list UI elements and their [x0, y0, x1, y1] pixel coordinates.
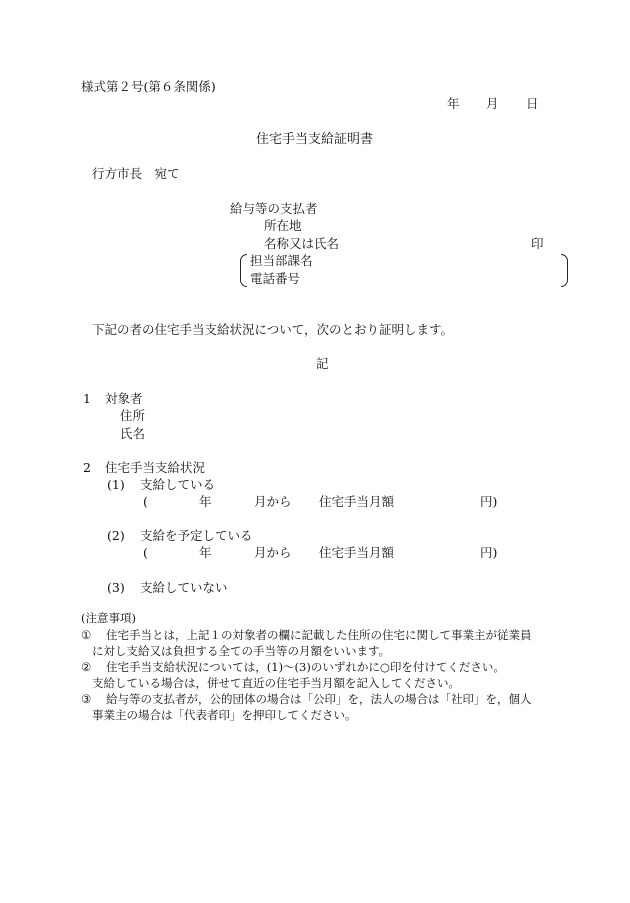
option3-label: 支給していない: [140, 580, 228, 595]
option3-number: (3): [107, 580, 125, 595]
option1-yen: 円): [480, 494, 498, 509]
payer-heading: 給与等の支払者: [230, 201, 318, 216]
notes-heading: (注意事項): [81, 611, 136, 625]
section2-number: 2: [83, 460, 91, 475]
option1-number: (1): [107, 477, 125, 492]
subject-address-label: 住所: [120, 408, 146, 423]
form-number: 様式第２号(第６条関係): [81, 79, 216, 94]
option2-amount-label: 住宅手当月額: [319, 545, 395, 560]
date-month: 月: [486, 96, 499, 111]
section1-heading: 対象者: [105, 391, 143, 406]
note1-line1: 住宅手当とは，上記１の対象者の欄に記載した住所の住宅に関して事業主が従業員: [106, 628, 532, 642]
note3-mark: ③: [81, 692, 92, 706]
section2-heading: 住宅手当支給状況: [105, 460, 206, 475]
dept-label: 担当部課名: [250, 253, 313, 268]
phone-label: 電話番号: [250, 271, 301, 286]
note1-mark: ①: [81, 628, 92, 642]
note2-line2: 支給している場合は，併せて直近の住宅手当月額を記入してください。: [92, 676, 460, 690]
left-bracket: [240, 254, 247, 287]
addressee: 行方市長 宛て: [92, 166, 180, 181]
ki-heading: 記: [316, 356, 329, 371]
note1-line2: に対し支給又は負担する全ての手当等の月額をいいます。: [92, 644, 391, 658]
section1-number: 1: [83, 391, 91, 406]
option2-paren-open: (: [143, 545, 148, 560]
option2-label: 支給を予定している: [140, 528, 253, 543]
payer-name-label: 名称又は氏名: [264, 236, 340, 251]
date-day: 日: [526, 96, 539, 111]
payer-address-label: 所在地: [264, 218, 302, 233]
option2-year: 年: [199, 545, 212, 560]
date-year: 年: [447, 96, 460, 111]
note3-line2: 事業主の場合は「代表者印」を押印してください。: [92, 708, 357, 722]
option2-yen: 円): [480, 545, 498, 560]
note2-mark: ②: [81, 660, 92, 674]
option1-year: 年: [199, 494, 212, 509]
subject-name-label: 氏名: [120, 426, 146, 441]
seal-mark: 印: [531, 236, 544, 251]
option1-amount-label: 住宅手当月額: [319, 494, 395, 509]
option2-number: (2): [107, 528, 125, 543]
right-bracket: [561, 254, 568, 287]
option1-label: 支給している: [140, 477, 216, 492]
intro-text: 下記の者の住宅手当支給状況について，次のとおり証明します。: [92, 322, 454, 337]
note2-line1: 住宅手当支給状況については，(1)～(3)のいずれかに○印を付けてください。: [106, 660, 505, 674]
note3-line1: 給与等の支払者が，公的団体の場合は「公印」を，法人の場合は「社印」を，個人: [106, 692, 532, 706]
option1-paren-open: (: [143, 494, 148, 509]
option2-month-from: 月から: [254, 545, 292, 560]
option1-month-from: 月から: [254, 494, 292, 509]
page-title: 住宅手当支給証明書: [256, 132, 374, 147]
